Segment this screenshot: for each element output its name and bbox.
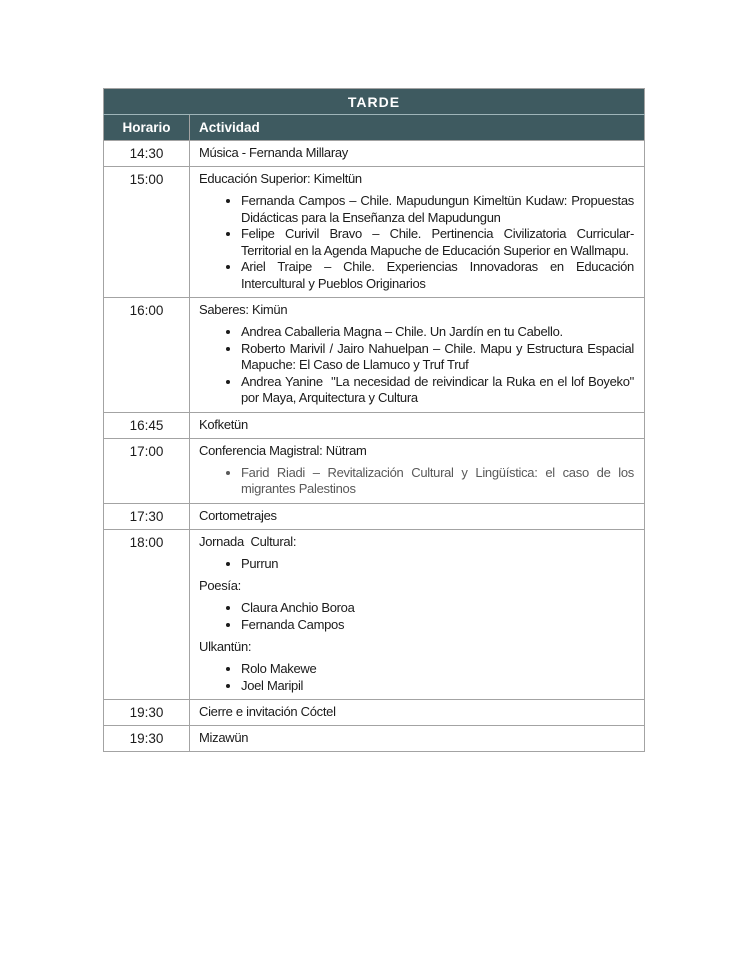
bullet-list [199,600,635,633]
activity-cell [190,529,645,700]
activity-cell [190,167,645,298]
table-row [104,167,645,298]
table-row [104,438,645,503]
activity-cell [190,700,645,726]
activity-title: Música - Fernanda Millaray [199,145,348,160]
time-cell: 19:30 [104,700,190,726]
table-header-row [104,115,645,141]
activity-title: Poesía: [199,578,241,593]
time-cell: 18:00 [104,529,190,700]
activity-cell [190,298,645,413]
activity-title: Kofketün [199,416,248,432]
bullet-item: • Fernanda Campos [241,617,635,634]
schedule-table [103,88,645,752]
time-cell: 15:00 [104,167,190,298]
table-row [104,141,645,167]
table-row [104,700,645,726]
table-row [104,726,645,752]
bullet-item: • Andrea Caballeria Magna – Chile. Un Jardín en tu Cabello. [241,324,635,341]
schedule-body [104,141,645,752]
bullet-item: • Rolo Makewe [241,661,635,678]
column-header-actividad: Actividad [190,115,645,141]
table-row [104,412,645,438]
activity-title: Cortometrajes [199,507,277,523]
activity-title: Jornada Cultural: [199,533,297,549]
activity-title: Saberes: Kimün [199,302,288,317]
time-cell: 17:30 [104,503,190,529]
time-cell: 16:00 [104,298,190,413]
table-title: TARDE [104,89,645,115]
activity-cell [190,141,645,167]
bullet-item: • Fernanda Campos – Chile. Mapudungun Kimeltün Kudaw: Propuestas Didácticas para la Enseñanza del Mapudungun [241,193,635,226]
table-row [104,298,645,413]
bullet-item: • Claura Anchio Boroa [241,600,635,617]
bullet-item: • Joel Maripil [241,678,635,695]
activity-cell [190,503,645,529]
bullet-item: • Roberto Marivil / Jairo Nahuelpan – Chile. Mapu y Estructura Espacial Mapuche: El Caso de Llamuco y Truf Truf [241,341,635,374]
bullet-list [199,324,638,407]
time-cell: 16:45 [104,412,190,438]
time-cell: 19:30 [104,726,190,752]
bullet-list [199,464,638,498]
activity-title: Mizawün [199,730,249,745]
time-cell: 17:00 [104,438,190,503]
column-header-horario: Horario [104,115,190,141]
bullet-item: • Farid Riadi – Revitalización Cultural y Lingüística: el caso de los migrantes Palestinos [241,465,635,498]
activity-title: Conferencia Magistral: Nütram [199,442,367,458]
bullet-list [199,661,635,694]
time-cell: 14:30 [104,141,190,167]
bullet-item: • Felipe Curivil Bravo – Chile. Pertinencia Civilizatoria Curricular-Territorial en la Agenda Mapuche de Educación Superior en Wallmapu. [241,226,635,259]
table-row [104,529,645,700]
table-row [104,503,645,529]
bullet-list [199,556,635,573]
activity-title: Ulkantün: [199,639,252,654]
activity-title: Educación Superior: Kimeltün [199,171,362,186]
bullet-list [199,193,638,292]
activity-title: Cierre e invitación Cóctel [199,704,336,719]
activity-cell [190,438,645,503]
table-title-row [104,89,645,115]
bullet-item: • Ariel Traipe – Chile. Experiencias Innovadoras en Educación Intercultural y Pueblos Originarios [241,259,635,292]
bullet-item: • Purrun [241,556,635,573]
activity-cell [190,412,645,438]
bullet-item: • Andrea Yanine "La necesidad de reivindicar la Ruka en el lof Boyeko" por Maya, Arquitectura y Cultura [241,374,635,407]
activity-cell [190,726,645,752]
